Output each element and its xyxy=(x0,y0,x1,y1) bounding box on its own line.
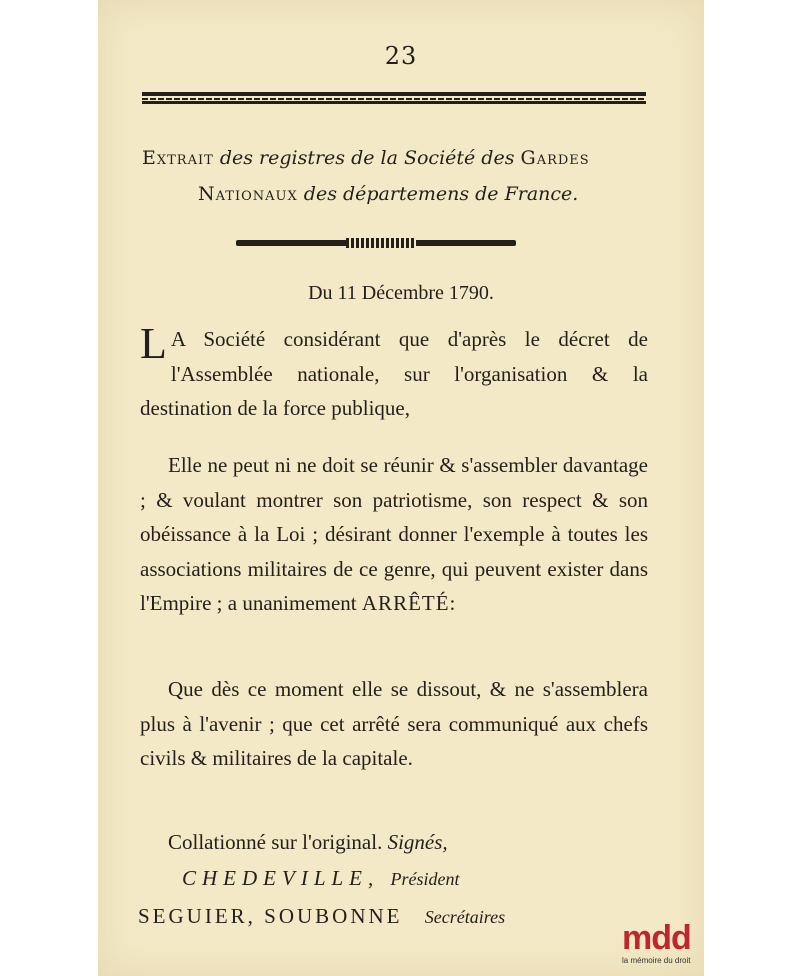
paragraph-3-text: Que dès ce moment elle se dissout, & ne s'assemblera plus à l'avenir ; que cet arrêté sera communiqué aux chefs civils & militaires de la capitale. xyxy=(140,677,648,770)
president-signature xyxy=(182,866,460,891)
president-name: CHEDEVILLE, xyxy=(182,866,380,890)
drop-cap: L xyxy=(140,319,167,368)
document-page xyxy=(98,0,704,976)
mdd-logo-tagline: la mémoire du droit xyxy=(622,956,691,965)
paragraph-3 xyxy=(140,672,648,776)
collation-line xyxy=(168,830,448,855)
heading-line1-text: des registres de la Société des xyxy=(213,147,521,169)
heading-gardes: Gardes xyxy=(520,147,590,169)
mdd-logo-mark: mdd xyxy=(622,919,691,957)
document-heading xyxy=(138,140,658,212)
paragraph-2 xyxy=(140,448,648,621)
top-ornamental-rule xyxy=(142,92,646,104)
page-number: 23 xyxy=(384,42,418,70)
document-date: Du 11 Décembre 1790. xyxy=(308,282,494,304)
secretaries-signature xyxy=(138,904,505,929)
paragraph-1-text: A Société considérant que d'après le décret de l'Assemblée nationale, sur l'organisation & la destination de la force publique, xyxy=(140,327,648,420)
arrete-emphasis: ARRÊTÉ: xyxy=(361,591,457,615)
secretaries-role: Secrétaires xyxy=(424,907,506,927)
signed-label: Signés, xyxy=(387,830,448,854)
paragraph-1 xyxy=(140,319,648,426)
secretaries-names: SEGUIER, SOUBONNE xyxy=(138,904,403,928)
mdd-logo xyxy=(622,920,712,972)
president-role: Président xyxy=(390,869,460,889)
middle-ornamental-rule xyxy=(236,240,516,246)
heading-line2-text: des départemens de France. xyxy=(297,183,579,205)
paragraph-2-text: Elle ne peut ni ne doit se réunir & s'assembler davantage ; & voulant montrer son patriotisme, son respect & son obéissance à la Loi ; désirant donner l'exemple à toutes les associations militaires de ce genre, qui peuvent exister dans l'Empire ; a unanimement xyxy=(140,453,648,615)
heading-nationaux: Nationaux xyxy=(198,183,298,205)
collation-text: Collationné sur l'original. xyxy=(168,830,383,854)
heading-extrait: Extrait xyxy=(142,147,214,169)
